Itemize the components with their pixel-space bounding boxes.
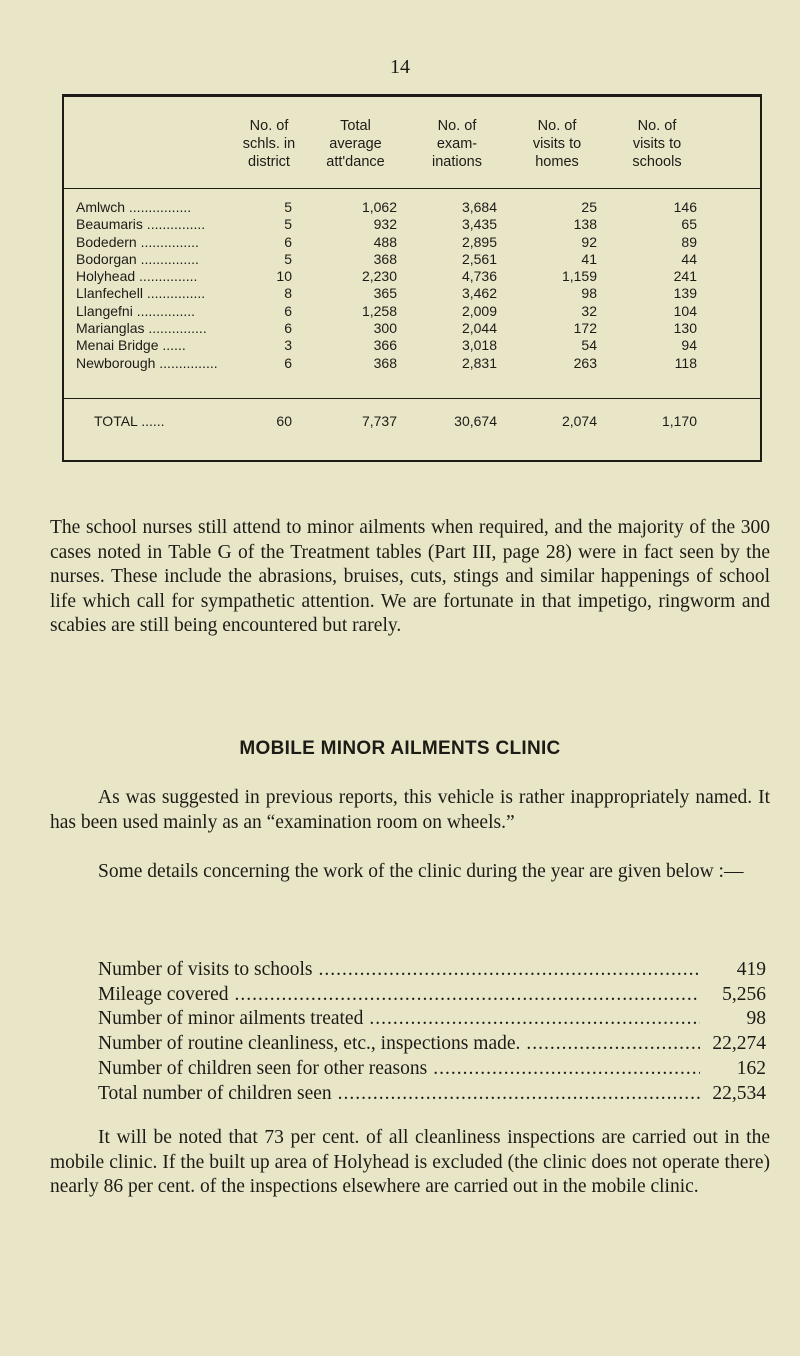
total-cell: 1,170 [661,413,697,429]
table-cell: 3,018 [461,337,497,354]
header-line: average [329,136,382,152]
detail-value: 22,534 [712,1082,766,1104]
leader-dots [433,1057,700,1082]
table-cell: 25 [581,199,597,215]
paragraph-details-intro: Some details concerning the work of the clinic during the year are given below :— [98,861,744,882]
district-name: Amlwch ................ [76,199,192,215]
detail-item [98,1082,766,1107]
header-attendance [304,117,407,188]
district-name: Bodedern ............... [76,233,199,250]
table-row [64,268,760,285]
detail-label: Number of visits to schools [98,959,313,980]
table-cell: 118 [674,354,697,371]
total-cell: 60 [276,413,292,429]
table-cell: 263 [573,354,597,371]
detail-value: 419 [736,959,766,980]
table-cell: 2,009 [461,302,497,319]
school-statistics-table [62,94,762,462]
table-cell: 139 [673,285,697,302]
table-cell: 1,159 [561,268,597,285]
district-name: Holyhead ............... [76,268,198,285]
header-district [64,117,234,188]
table-cell: 6 [284,320,292,337]
detail-label: Mileage covered [98,983,229,1005]
total-cell: 2,074 [561,413,597,429]
district-name: Beaumaris ............... [76,216,206,233]
table-cell: 3,435 [461,216,497,233]
total-cell: 30,674 [454,413,497,429]
detail-item [98,1007,766,1032]
table-total-row [64,399,760,430]
district-name: Newborough ............... [76,354,218,371]
district-name: Marianglas ............... [76,320,207,337]
detail-item [98,983,766,1008]
district-name: Llangefni ............... [76,302,196,319]
table-cell: 6 [284,302,292,319]
table-cell: 130 [673,320,697,337]
table-cell: 6 [284,354,292,371]
table-cell: 2,230 [361,268,397,285]
header-home-visits [507,117,607,188]
header-line: No. of [637,118,677,134]
table-cell: 65 [681,216,697,233]
table-row [64,303,760,320]
table-cell: 2,831 [461,354,497,371]
table-cell: 32 [581,302,597,319]
table-cell: 5 [284,250,292,267]
leader-dots [234,983,700,1008]
detail-label: Number of routine cleanliness, etc., inspections made. [98,1033,521,1055]
detail-label: Total number of children seen [98,1082,332,1104]
table-cell: 98 [581,285,597,302]
table-cell: 6 [284,233,292,250]
table-cell: 3 [284,337,292,354]
section-heading: MOBILE MINOR AILMENTS CLINIC [239,738,561,759]
table-cell: 54 [581,337,597,354]
detail-item [98,1032,766,1057]
table-row [64,234,760,251]
detail-value: 22,274 [712,1033,766,1055]
table-cell: 138 [573,216,597,233]
header-line: exam- [436,136,478,152]
leader-dots [369,1007,700,1032]
district-name: Menai Bridge ...... [76,337,186,354]
detail-item [98,958,766,983]
table-cell: 1,062 [361,199,397,215]
table-cell: 2,044 [461,320,497,337]
detail-value: 5,256 [722,983,766,1005]
table-cell: 104 [673,302,697,319]
header-line: schools [632,154,682,170]
table-cell: 8 [284,285,292,302]
detail-value: 162 [736,1057,766,1079]
table-cell: 146 [673,199,697,215]
paragraph-conclusion: It will be noted that 73 per cent. of all cleanliness inspections are carried out in the mobile clinic. If the built up area of Holyhead is excluded (the clinic does not operate there) nearly 86 per cent. of the inspections elsewhere are carried out in the mobile clinic. [50,1127,770,1198]
table-cell: 2,561 [461,250,497,267]
table-cell: 366 [373,337,397,354]
table-row [64,285,760,302]
detail-label: Number of children seen for other reasons [98,1057,428,1079]
district-name: Bodorgan ............... [76,250,199,267]
paragraph-nurses: The school nurses still attend to minor ailments when required, and the majority of the 300 cases noted in Table G of the Treatment tables (Part III, page 28) were in fact seen by the nurses. These include the abrasions, bruises, cuts, stings and similar happenings of school life which call for sympathetic attention. We are fortunate in that impetigo, ringworm and scabies are still being encountered but rarely. [50,517,770,637]
table-cell: 89 [681,233,697,250]
table-cell: 94 [681,337,697,354]
table-cell: 5 [284,199,292,215]
table-cell: 365 [373,285,397,302]
district-name: Llanfechell ............... [76,285,206,302]
header-line: No. of [537,118,577,134]
table-cell: 368 [373,250,397,267]
header-school-visits [607,117,707,188]
header-line: visits to [632,136,682,152]
table-cell: 932 [373,216,397,233]
table-cell: 10 [276,268,292,285]
header-line: Total [340,118,371,134]
detail-label: Number of minor ailments treated [98,1008,364,1030]
total-cell: 7,737 [361,413,397,429]
header-line: homes [535,154,579,170]
table-cell: 3,462 [461,285,497,302]
header-schools [234,117,304,188]
table-row [64,355,760,372]
total-label: TOTAL ...... [94,413,165,429]
table-header [64,97,760,189]
header-line: No. of [437,118,477,134]
table-cell: 92 [581,233,597,250]
table-cell: 488 [373,233,397,250]
table-cell: 4,736 [461,268,497,285]
page-number: 14 [390,56,410,78]
leader-dots [338,1082,700,1107]
table-cell: 41 [581,250,597,267]
header-line: district [248,154,290,170]
table-row [64,251,760,268]
detail-item [98,1057,766,1082]
detail-value: 98 [746,1008,766,1030]
header-line: No. of [249,118,289,134]
header-line: visits to [532,136,582,152]
table-cell: 368 [373,354,397,371]
table-cell: 241 [673,268,697,285]
header-examinations [407,117,507,188]
paragraph-vehicle: As was suggested in previous reports, this vehicle is rather inappropriately named. It has been used mainly as an “examination room on wheels.” [50,787,770,833]
leader-dots [319,958,701,983]
header-line: inations [432,154,482,170]
table-cell: 172 [573,320,597,337]
table-body [64,189,760,399]
table-cell: 2,895 [461,233,497,250]
table-row [64,216,760,233]
table-row [64,337,760,354]
table-row [64,320,760,337]
table-cell: 3,684 [461,199,497,215]
clinic-details-list [98,958,766,1106]
table-row [64,199,760,216]
header-line: att'dance [326,154,385,170]
header-line: schls. in [242,136,296,152]
table-cell: 300 [373,320,397,337]
table-cell: 5 [284,216,292,233]
table-cell: 44 [681,250,697,267]
table-cell: 1,258 [361,302,397,319]
leader-dots [526,1032,700,1057]
